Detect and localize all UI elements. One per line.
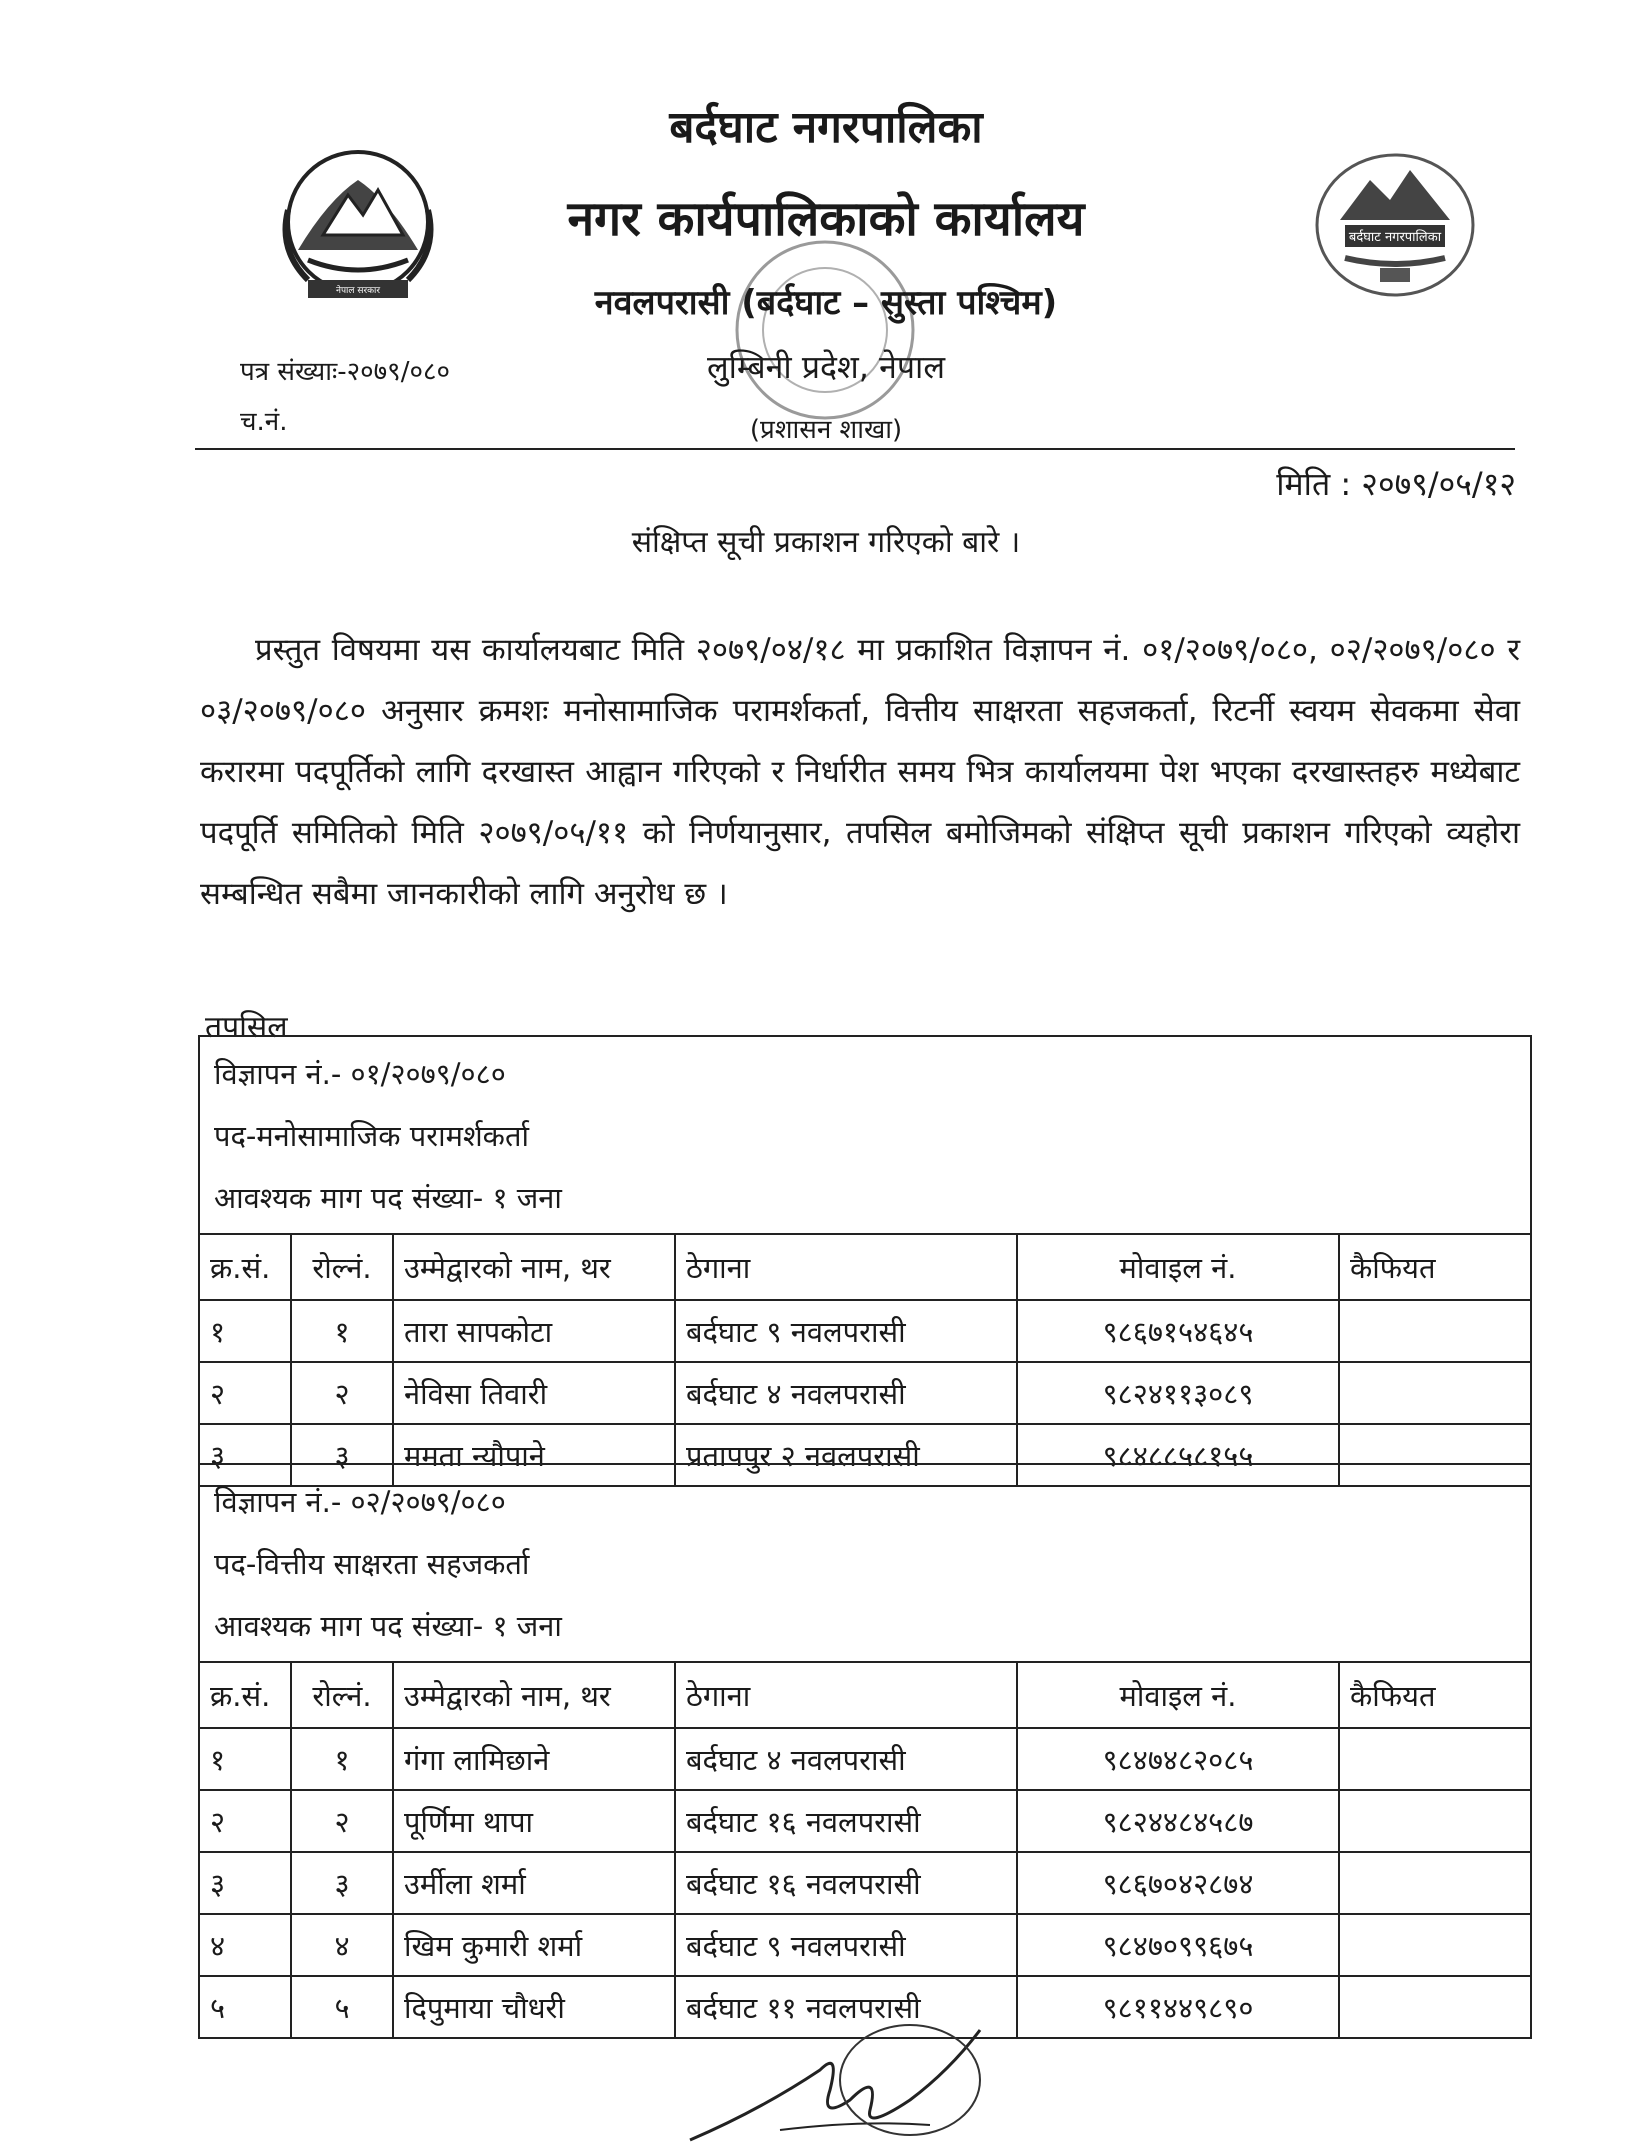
subject-line: संक्षिप्त सूची प्रकाशन गरिएको बारे ।: [631, 525, 1021, 560]
cell-roll: ३: [291, 1424, 393, 1486]
cell-roll: १: [291, 1728, 393, 1790]
cell-serial: २: [200, 1790, 291, 1852]
col-mobile: मोवाइल नं.: [1017, 1662, 1339, 1728]
table-row: [200, 1362, 1530, 1424]
cell-address: बर्दघाट ११ नवलपरासी: [675, 1976, 1017, 2038]
cell-mobile: ९८४८८५८१५५: [1017, 1424, 1339, 1486]
cell-mobile: ९८२४११३०८९: [1017, 1362, 1339, 1424]
table-row: [200, 1300, 1530, 1362]
col-name: उम्मेद्वारको नाम, थर: [393, 1234, 675, 1300]
cell-serial: २: [200, 1362, 291, 1424]
cell-name: तारा सापकोटा: [393, 1300, 675, 1362]
post-title: पद-मनोसामाजिक परामर्शकर्ता: [214, 1119, 529, 1153]
cell-mobile: ९८६७१५४६४५: [1017, 1300, 1339, 1362]
cell-address: बर्दघाट ९ नवलपरासी: [675, 1300, 1017, 1362]
cell-roll: १: [291, 1300, 393, 1362]
col-address: ठेगाना: [675, 1662, 1017, 1728]
table-row: [200, 1914, 1530, 1976]
cell-name: दिपुमाया चौधरी: [393, 1976, 675, 2038]
col-roll: रोल्नं.: [291, 1234, 393, 1300]
cell-name: गंगा लामिछाने: [393, 1728, 675, 1790]
cell-remarks: [1339, 1300, 1530, 1362]
province-line: लुम्बिनी प्रदेश, नेपाल: [706, 348, 946, 386]
cell-serial: ३: [200, 1424, 291, 1486]
cell-name: उर्मीला शर्मा: [393, 1852, 675, 1914]
table-row: [200, 1728, 1530, 1790]
cell-mobile: ९८४७०९९६७५: [1017, 1914, 1339, 1976]
letter-number: पत्र संख्याः-२०७९/०८०: [240, 357, 451, 387]
col-remarks: कैफियत: [1339, 1662, 1530, 1728]
post-title: पद-वित्तीय साक्षरता सहजकर्ता: [214, 1547, 530, 1581]
demand-count: आवश्यक माग पद संख्या- १ जना: [214, 1181, 562, 1215]
cell-serial: ४: [200, 1914, 291, 1976]
body-text: प्रस्तुत विषयमा यस कार्यालयबाट मिति २०७९/०४/१८ मा प्रकाशित विज्ञापन नं. ०१/२०७९/०८०, ०२/२०७९/०८० र ०३/२०७९/०८० अनुसार क्रमशः मनोसामाजिक परामर्शकर्ता, वित्तीय साक्षरता सहजकर्ता, रिटर्नी स्वयम सेवकमा सेवा करारमा पदपूर्तिको लागि दरखास्त आह्वान गरिएको र निर्धारीत समय भित्र कार्यालयमा पेश भएका दरखास्तहरु मध्येबाट पदपूर्ति समितिको मिति २०७९/०५/११ को निर्णयानुसार, तपसिल बमोजिमको संक्षिप्त सूची प्रकाशन गरिएको व्यहोरा सम्बन्धित सबैमा जानकारीको लागि अनुरोध छ ।: [200, 632, 1520, 912]
letter-date: मिति : २०७९/०५/१२: [1276, 465, 1516, 503]
cell-roll: ३: [291, 1852, 393, 1914]
cell-remarks: [1339, 1976, 1530, 2038]
cell-address: प्रतापपुर २ नवलपरासी: [675, 1424, 1017, 1486]
advertisement-number: विज्ञापन नं.- ०२/२०७९/०८०: [214, 1485, 506, 1519]
cell-address: बर्दघाट ४ नवलपरासी: [675, 1728, 1017, 1790]
cell-mobile: ९८२४४८४५८७: [1017, 1790, 1339, 1852]
tapsil-label: तपसिल: [205, 1010, 288, 1045]
cell-roll: २: [291, 1790, 393, 1852]
col-name: उम्मेद्वारको नाम, थर: [393, 1662, 675, 1728]
cell-name: खिम कुमारी शर्मा: [393, 1914, 675, 1976]
cell-address: बर्दघाट १६ नवलपरासी: [675, 1790, 1017, 1852]
demand-count: आवश्यक माग पद संख्या- १ जना: [214, 1609, 562, 1643]
table-header-row: [200, 1662, 1530, 1728]
cell-roll: ४: [291, 1914, 393, 1976]
header-divider: [195, 448, 1515, 450]
vacancy-section-1: [198, 1035, 1532, 1487]
cell-serial: ३: [200, 1852, 291, 1914]
col-remarks: कैफियत: [1339, 1234, 1530, 1300]
cell-name: नेविसा तिवारी: [393, 1362, 675, 1424]
office-name: नगर कार्यपालिकाको कार्यालय: [567, 191, 1085, 247]
cell-address: बर्दघाट ९ नवलपरासी: [675, 1914, 1017, 1976]
dispatch-number: च.नं.: [240, 407, 288, 437]
cell-name: ममता न्यौपाने: [393, 1424, 675, 1486]
cell-remarks: [1339, 1790, 1530, 1852]
col-address: ठेगाना: [675, 1234, 1017, 1300]
cell-roll: ५: [291, 1976, 393, 2038]
cell-remarks: [1339, 1362, 1530, 1424]
table-row: [200, 1790, 1530, 1852]
cell-name: पूर्णिमा थापा: [393, 1790, 675, 1852]
signature-icon: [680, 2010, 1020, 2150]
cell-serial: ५: [200, 1976, 291, 2038]
cell-mobile: ९८६७०४२८७४: [1017, 1852, 1339, 1914]
office-location: नवलपरासी (बर्दघाट – सुस्ता पश्चिम): [594, 283, 1058, 323]
section-header: [200, 1037, 1530, 1233]
vacancy-section-2: [198, 1463, 1532, 2039]
svg-text:नेपाल सरकार: नेपाल सरकार: [335, 286, 381, 296]
body-paragraph: [200, 620, 1520, 925]
table-header-row: [200, 1234, 1530, 1300]
svg-text:बर्दघाट नगरपालिका: बर्दघाट नगरपालिका: [1348, 230, 1442, 245]
col-mobile: मोवाइल नं.: [1017, 1234, 1339, 1300]
cell-mobile: ९८४७४८२०८५: [1017, 1728, 1339, 1790]
cell-serial: १: [200, 1728, 291, 1790]
cell-address: बर्दघाट १६ नवलपरासी: [675, 1852, 1017, 1914]
table-row: [200, 1852, 1530, 1914]
cell-remarks: [1339, 1852, 1530, 1914]
cell-roll: २: [291, 1362, 393, 1424]
section-header: [200, 1465, 1530, 1661]
cell-remarks: [1339, 1914, 1530, 1976]
branch-line: (प्रशासन शाखा): [749, 415, 903, 445]
candidate-table: [200, 1661, 1530, 2039]
advertisement-number: विज्ञापन नं.- ०१/२०७९/०८०: [214, 1057, 506, 1091]
cell-mobile: ९८११४४९८९०: [1017, 1976, 1339, 2038]
col-serial: क्र.सं.: [200, 1662, 291, 1728]
municipality-name: बर्दघाट नगरपालिका: [669, 102, 983, 153]
col-serial: क्र.सं.: [200, 1234, 291, 1300]
cell-address: बर्दघाट ४ नवलपरासी: [675, 1362, 1017, 1424]
office-stamp-icon: [720, 235, 930, 425]
cell-remarks: [1339, 1728, 1530, 1790]
col-roll: रोल्नं.: [291, 1662, 393, 1728]
cell-serial: १: [200, 1300, 291, 1362]
candidate-table: [200, 1233, 1530, 1487]
